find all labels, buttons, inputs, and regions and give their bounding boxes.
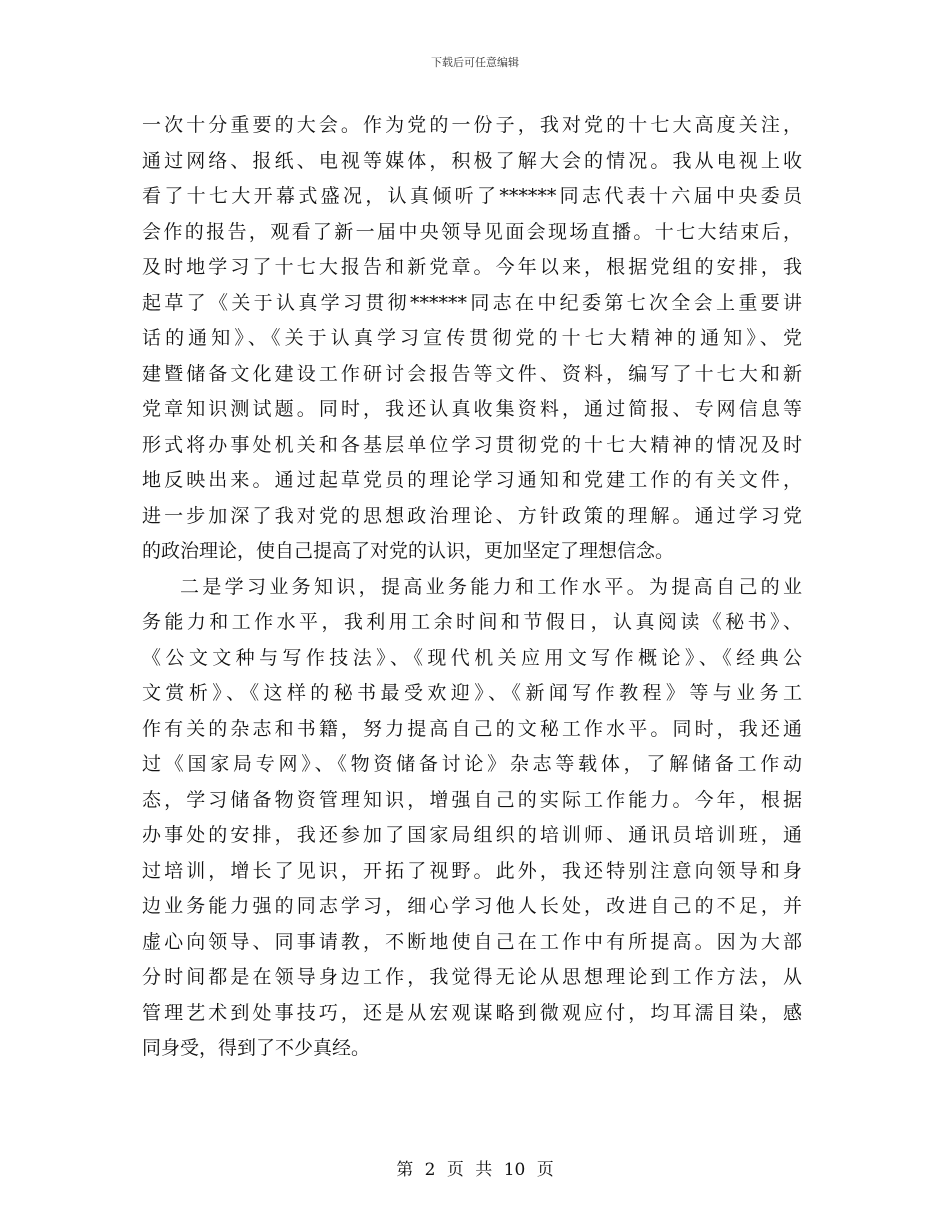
text-line: 务能力和工作水平，我利用工余时间和节假日，认真阅读《秘书》、 — [142, 611, 802, 633]
text-line: 及时地学习了十七大报告和新党章。今年以来，根据党组的安排，我 — [142, 256, 802, 278]
text-line: 看了十七大开幕式盛况，认真倾听了******同志代表十六届中央委员 — [142, 185, 802, 207]
text-line: 进一步加深了我对党的思想政治理论、方针政策的理解。通过学习党 — [142, 504, 802, 527]
text-line: 会作的报告，观看了新一届中央领导见面会现场直播。十七大结束后， — [142, 220, 802, 243]
page-number-footer: 第 2 页 共 10 页 — [396, 1160, 554, 1180]
text-line: 地反映出来。通过起草党员的理论学习通知和党建工作的有关文件， — [142, 469, 802, 491]
text-line: 分时间都是在领导身边工作，我觉得无论从思想理论到工作方法，从 — [142, 966, 802, 988]
text-line: 过《国家局专网》、《物资储备讨论》杂志等载体，了解储备工作动 — [142, 753, 802, 775]
text-line: 建暨储备文化建设工作研讨会报告等文件、资料，编写了十七大和新 — [142, 362, 802, 385]
text-line: 通过网络、报纸、电视等媒体，积极了解大会的情况。我从电视上收 — [142, 149, 802, 172]
text-line: 起草了《关于认真学习贯彻******同志在中纪委第七次全会上重要讲 — [142, 291, 802, 314]
text-line: 话的通知》、《关于认真学习宣传贯彻党的十七大精神的通知》、党 — [142, 327, 802, 349]
text-line: 边业务能力强的同志学习，细心学习他人长处，改进自己的不足，并 — [142, 895, 802, 917]
text-line: 过培训，增长了见识，开拓了视野。此外，我还特别注意向领导和身 — [142, 859, 802, 882]
text-line: 同身受，得到了不少真经。 — [142, 1037, 371, 1059]
text-line: 二是学习业务知识，提高业务能力和工作水平。为提高自己的业 — [180, 575, 802, 598]
text-line: 文赏析》、《这样的秘书最受欢迎》、《新闻写作教程》等与业务工 — [142, 682, 802, 704]
text-line: 党章知识测试题。同时，我还认真收集资料，通过简报、专网信息等 — [142, 398, 802, 420]
page-header: 下载后可任意编辑 — [431, 56, 519, 69]
text-line: 态，学习储备物资管理知识，增强自己的实际工作能力。今年，根据 — [142, 788, 802, 811]
text-line: 《公文文种与写作技法》、《现代机关应用文写作概论》、《经典公 — [142, 646, 802, 669]
text-line: 的政治理论，使自己提高了对党的认识，更加坚定了理想信念。 — [142, 540, 675, 562]
text-line: 形式将办事处机关和各基层单位学习贯彻党的十七大精神的情况及时 — [142, 433, 802, 456]
document-body — [142, 108, 802, 1067]
text-line: 作有关的杂志和书籍，努力提高自己的文秘工作水平。同时，我还通 — [142, 717, 802, 740]
text-line: 管理艺术到处事技巧，还是从宏观谋略到微观应付，均耳濡目染，感 — [142, 1001, 802, 1024]
text-line: 虚心向领导、同事请教，不断地使自己在工作中有所提高。因为大部 — [142, 930, 802, 953]
text-line: 办事处的安排，我还参加了国家局组织的培训师、通讯员培训班，通 — [142, 824, 802, 846]
text-line: 一次十分重要的大会。作为党的一份子，我对党的十七大高度关注， — [142, 114, 802, 136]
